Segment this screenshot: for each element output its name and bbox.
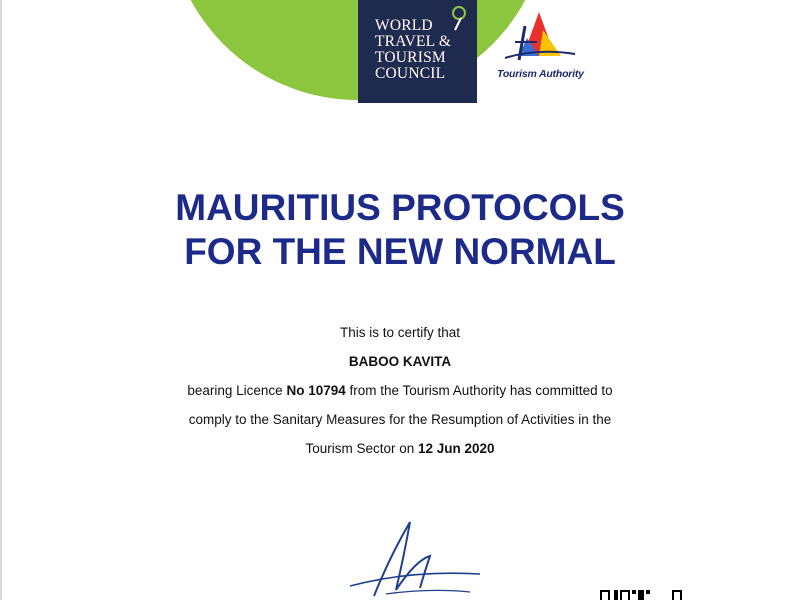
certificate-date: 12 Jun 2020: [418, 441, 495, 456]
wttc-line-1: WORLD: [375, 17, 433, 34]
qr-code-icon: [600, 588, 682, 600]
tourism-sector-prefix: Tourism Sector on: [305, 441, 415, 456]
licence-prefix: bearing Licence: [187, 383, 283, 398]
tourism-authority-emblem-icon: [497, 8, 581, 70]
title-line-2: FOR THE NEW NORMAL: [184, 231, 616, 272]
tourism-authority-name: Tourism Authority: [497, 68, 584, 80]
wttc-line-3: TOURISM: [375, 49, 446, 66]
wttc-logo: [358, 0, 477, 103]
licence-suffix: from the Tourism Authority has committed to: [349, 383, 613, 398]
sanitary-measures-line: comply to the Sanitary Measures for the Resumption of Activities in the: [188, 412, 612, 427]
licence-number: No 10794: [286, 383, 346, 398]
wttc-line-2: TRAVEL &: [375, 33, 452, 50]
tourism-sector-line: [0, 434, 800, 463]
title-line-1: MAURITIUS PROTOCOLS: [175, 187, 625, 228]
page-edge-line: [0, 0, 2, 600]
licence-line: [0, 376, 800, 405]
signature-icon: [330, 516, 490, 600]
wttc-swoosh-icon: [450, 4, 468, 32]
page-title: [0, 186, 800, 274]
certificate-body: [0, 318, 800, 463]
holder-name: BABOO KAVITA: [348, 354, 452, 369]
tourism-authority-logo: [497, 8, 584, 90]
certify-intro: This is to certify that: [339, 325, 461, 340]
wttc-line-4: COUNCIL: [375, 65, 446, 82]
